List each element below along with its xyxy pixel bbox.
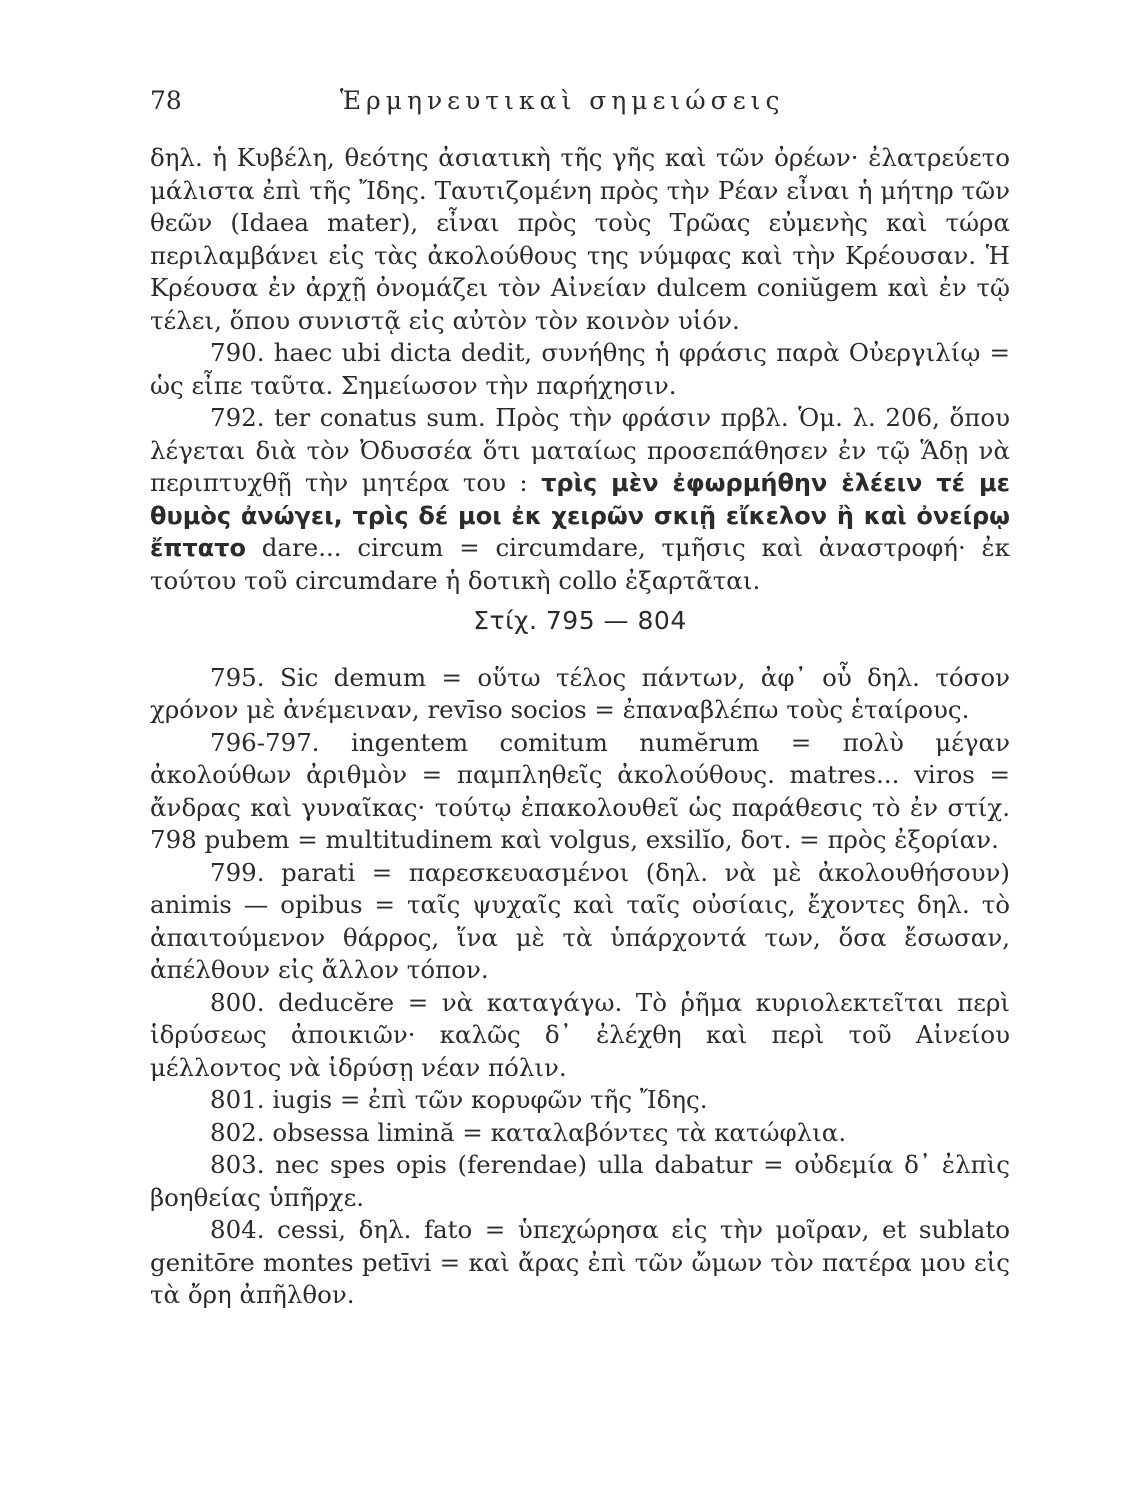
paragraph-792: [150, 402, 1010, 597]
page-body: [150, 142, 1010, 1312]
paragraph-803: 803. nec spes opis (ferendae) ulla dabatur = οὐδεμία δ᾽ ἐλπὶς βοηθείας ὑπῆρχε.: [150, 1150, 1010, 1212]
paragraph-804: 804. cessi, δηλ. fato = ὑπεχώρησα εἰς τὴν μοῖραν, et sublato genitōre montes petīvi = καὶ ἄρας ἐπὶ τῶν ὤμων τὸν πατέρα μου εἰς τὰ ὄρη ἀπῆλθον.: [150, 1215, 1010, 1309]
paragraph-792-rest: dare... circum = circumdare, τμῆσις καὶ ἀναστροφή· ἐκ τούτου τοῦ circumdare ἡ δοτικὴ collo ἐξαρτᾶται.: [150, 533, 1010, 595]
running-title: Ἑρμηνευτικαὶ σημειώσεις: [340, 86, 785, 115]
paragraph-801: 801. iugis = ἐπὶ τῶν κορυφῶν τῆς Ἴδης.: [210, 1085, 708, 1114]
paragraph-790: 790. haec ubi dicta dedit, συνήθης ἡ φράσις παρὰ Οὐεργιλίῳ = ὡς εἶπε ταῦτα. Σημείωσον τὴν παρήχησιν.: [150, 338, 1010, 400]
paragraph-800: 800. deducĕre = νὰ καταγάγω. Τὸ ῥῆμα κυριολεκτεῖται περὶ ἱδρύσεως ἀποικιῶν· καλῶς δ᾽ ἐλέχθη καὶ περὶ τοῦ Αἰνείου μέλλοντος νὰ ἱδρύσῃ νέαν πόλιν.: [150, 987, 1010, 1082]
paragraph-799: 799. parati = παρεσκευασμένοι (δηλ. νὰ μὲ ἀκολουθήσουν) animis — opibus = ταῖς ψυχαῖς καὶ ταῖς οὐσίαις, ἔχοντες δηλ. τὸ ἀπαιτούμενον θάρρος, ἵνα μὲ τὰ ὑπάρχοντά των, ὅσα ἔσωσαν, ἀπέλθουν εἰς ἄλλον τόπον.: [150, 857, 1010, 984]
spacer: [150, 648, 1010, 662]
paragraph-802: 802. obsessa limină = καταλαβόντες τὰ κατώφλια.: [210, 1117, 847, 1147]
paragraph-795: 795. Sic demum = οὕτω τέλος πάντων, ἀφ᾽ οὗ δηλ. τόσον χρόνον μὲ ἀνέμειναν, revīso socios = ἐπαναβλέπω τοὺς ἑταίρους.: [150, 662, 1010, 724]
homer-quote: τρὶς μὲν ἐφωρμήθην ἑλέειν τέ με θυμὸς ἀνώγει, τρὶς δέ μοι ἐκ χειρῶν σκιῇ εἴκελον ἢ καὶ ὀνείρῳ ἔπτατο: [150, 469, 1010, 562]
paragraph-792-text: 792. ter conatus sum. Πρὸς τὴν φράσιν πρβλ. Ὁμ. λ. 206, ὅπου λέγεται διὰ τὸν Ὀδυσσέα ὅτι ματαίως προσεπάθησεν ἐν τῷ Ἅδῃ νὰ περιπτυχθῇ τὴν μητέρα του :: [150, 403, 1010, 497]
paragraph-796: 796-797. ingentem comitum numĕrum = πολὺ μέγαν ἀκολούθων ἀριθμὸν = παμπληθεῖς ἀκολούθους. matres... viros = ἄνδρας καὶ γυναῖκας· τούτῳ ἐπακολουθεῖ ὡς παράθεσις τὸ ἐν στίχ. 798 pubem = multitudinem καὶ volgus, exsilĭo, δοτ. = πρὸς ἐξορίαν.: [150, 727, 1010, 854]
page-number: 78: [150, 86, 182, 115]
paragraph-intro: δηλ. ἡ Κυβέλη, θεότης ἀσιατικὴ τῆς γῆς καὶ τῶν ὀρέων· ἐλατρεύετο μάλιστα ἐπὶ τῆς Ἴδης. Ταυτιζομένη πρὸς τὴν Ρέαν εἶναι ἡ μήτηρ τῶν θεῶν (Idaea mater), εἶναι πρὸς τοὺς Τρῶας εὐμενὴς καὶ τώρα περιλαμβάνει εἰς τὰς ἀκολούθους της νύμφας καὶ τὴν Κρέουσαν. Ἡ Κρέουσα ἐν ἀρχῇ ὀνομάζει τὸν Αἰνείαν dulcem coniŭgem καὶ ἐν τῷ τέλει, ὅπου συνιστᾷ εἰς αὐτὸν τὸν κοινὸν υἱόν.: [150, 143, 1010, 335]
section-heading: Στίχ. 795 — 804: [473, 606, 687, 635]
